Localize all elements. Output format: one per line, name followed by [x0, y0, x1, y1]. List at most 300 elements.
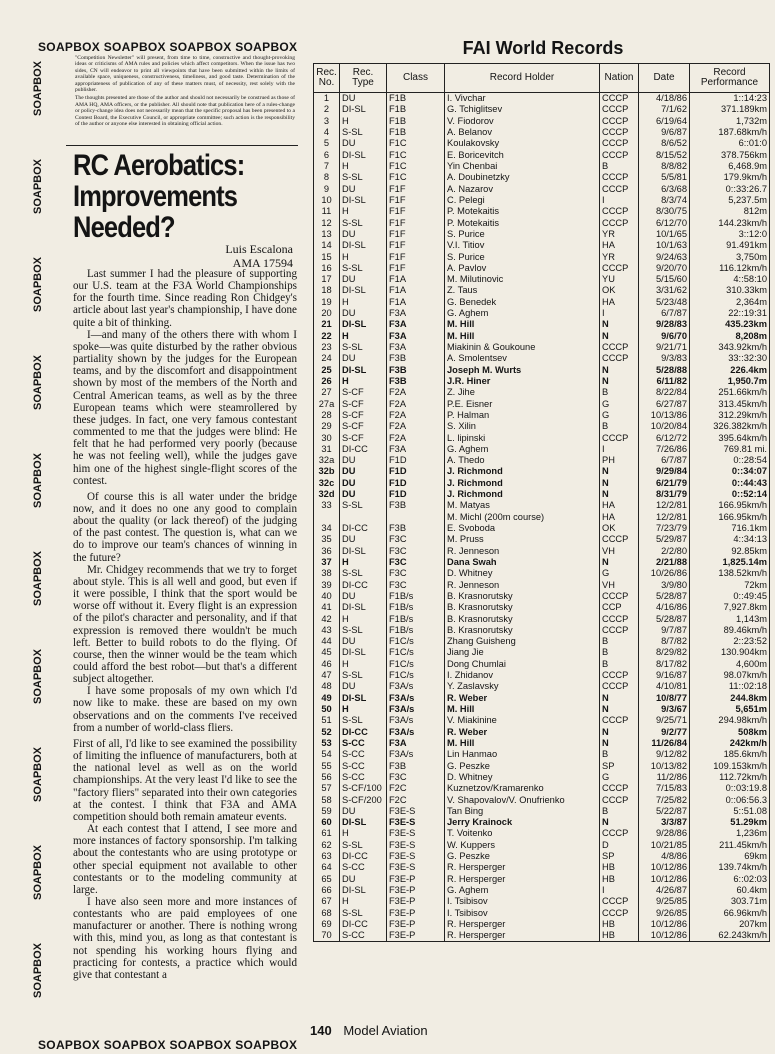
table-row [314, 444, 770, 455]
cell-performance: 112.72km/h [690, 772, 770, 783]
table-row [314, 704, 770, 715]
table-row [314, 862, 770, 873]
cell-class: F1A [387, 297, 445, 308]
cell-rec-no: 24 [314, 353, 340, 364]
cell-nation: CCCP [600, 150, 639, 161]
cell-record-holder: P. Motekaitis [445, 217, 600, 228]
table-row [314, 410, 770, 421]
cell-nation: B [600, 659, 639, 670]
cell-nation: N [600, 727, 639, 738]
cell-record-holder: V. Shapovalov/V. Onufrienko [445, 794, 600, 805]
cell-record-holder: E. Svoboda [445, 523, 600, 534]
cell-rec-type: H [340, 116, 387, 127]
cell-record-holder: Dana Swah [445, 557, 600, 568]
cell-rec-no: 16 [314, 263, 340, 274]
cell-rec-no: 11 [314, 206, 340, 217]
cell-rec-type: DI-CC [340, 444, 387, 455]
cell-record-holder: Joseph M. Wurts [445, 365, 600, 376]
cell-rec-type: S-CF [340, 410, 387, 421]
cell-class: F1F [387, 184, 445, 195]
table-row [314, 602, 770, 613]
cell-date: 9/3/83 [639, 353, 690, 364]
table-row [314, 104, 770, 115]
cell-nation: HB [600, 919, 639, 930]
cell-rec-no: 47 [314, 670, 340, 681]
table-row [314, 206, 770, 217]
cell-class: F3C [387, 772, 445, 783]
cell-rec-type: S-CC [340, 738, 387, 749]
cell-date: 3/9/80 [639, 579, 690, 590]
sidebar-soapbox-word: SOAPBOX [32, 256, 44, 312]
cell-rec-type: DI-CC [340, 579, 387, 590]
cell-nation: N [600, 478, 639, 489]
cell-rec-type: DU [340, 466, 387, 477]
cell-record-holder: R. Hersperger [445, 862, 600, 873]
cell-rec-no: 67 [314, 896, 340, 907]
cell-nation: CCCP [600, 828, 639, 839]
table-row [314, 670, 770, 681]
cell-rec-no: 1 [314, 93, 340, 105]
article-paragraph: Of course this is all water under the bridge now, and it does no one any good to complain about the quality (or lack thereof) of the judging of the past contest. The question is, what can we do to improve our team's chances of winning in the future? [73, 490, 297, 564]
table-row [314, 150, 770, 161]
cell-nation: B [600, 421, 639, 432]
cell-nation: HA [600, 240, 639, 251]
cell-rec-no: 27a [314, 398, 340, 409]
table-row [314, 512, 770, 523]
cell-record-holder: M. Milutinovic [445, 274, 600, 285]
cell-rec-type: DU [340, 274, 387, 285]
page-number: 140 [310, 1023, 332, 1038]
cell-record-holder: M. Michl (200m course) [445, 512, 600, 523]
table-row [314, 432, 770, 443]
cell-record-holder: L. lipinski [445, 432, 600, 443]
cell-record-holder: R. Weber [445, 693, 600, 704]
cell-rec-no: 35 [314, 534, 340, 545]
table-row [314, 828, 770, 839]
cell-performance: 343.92km/h [690, 342, 770, 353]
cell-nation: CCCP [600, 613, 639, 624]
cell-record-holder: A. Pavlov [445, 263, 600, 274]
cell-date: 9/29/84 [639, 466, 690, 477]
cell-record-holder: B. Krasnorutsky [445, 591, 600, 602]
cell-rec-no: 34 [314, 523, 340, 534]
byline [170, 242, 293, 270]
cell-rec-no: 25 [314, 365, 340, 376]
cell-class: F1B [387, 116, 445, 127]
cell-date: 8/3/74 [639, 195, 690, 206]
cell-class: F3A/s [387, 704, 445, 715]
cell-rec-type: DU [340, 478, 387, 489]
cell-date: 6/12/72 [639, 432, 690, 443]
table-row [314, 93, 770, 105]
cell-record-holder: I. Vivchar [445, 93, 600, 105]
cell-date: 8/7/82 [639, 636, 690, 647]
cell-rec-type: DI-SL [340, 365, 387, 376]
cell-rec-no: 21 [314, 319, 340, 330]
cell-date: 5/23/48 [639, 297, 690, 308]
cell-rec-no: 14 [314, 240, 340, 251]
cell-record-holder: R. Hersperger [445, 874, 600, 885]
cell-date: 10/8/77 [639, 693, 690, 704]
cell-performance: 185.6km/h [690, 749, 770, 760]
cell-date: 8/22/84 [639, 387, 690, 398]
table-row [314, 557, 770, 568]
cell-nation: D [600, 840, 639, 851]
cell-rec-no: 52 [314, 727, 340, 738]
table-row [314, 478, 770, 489]
cell-rec-type: H [340, 206, 387, 217]
table-row [314, 727, 770, 738]
cell-date: 4/8/86 [639, 851, 690, 862]
cell-performance: 4::58:10 [690, 274, 770, 285]
cell-nation: SP [600, 851, 639, 862]
cell-date: 10/12/86 [639, 930, 690, 942]
cell-rec-no: 70 [314, 930, 340, 942]
cell-rec-no: 10 [314, 195, 340, 206]
cell-rec-type: H [340, 828, 387, 839]
cell-performance: 1,950.7m [690, 376, 770, 387]
cell-class: F1D [387, 489, 445, 500]
cell-rec-type: S-CF [340, 398, 387, 409]
cell-performance: 0::34:07 [690, 466, 770, 477]
cell-date: 10/1/65 [639, 229, 690, 240]
cell-class: F1B/s [387, 613, 445, 624]
cell-rec-no: 45 [314, 647, 340, 658]
cell-record-holder: G. Peszke [445, 760, 600, 771]
cell-date: 12/2/81 [639, 512, 690, 523]
cell-date: 5/29/87 [639, 534, 690, 545]
cell-date: 7/15/83 [639, 783, 690, 794]
cell-class: F3B [387, 365, 445, 376]
cell-rec-no: 2 [314, 104, 340, 115]
cell-rec-type: DU [340, 806, 387, 817]
cell-class: F1F [387, 263, 445, 274]
cell-rec-type: S-CF [340, 387, 387, 398]
table-row [314, 568, 770, 579]
table-row [314, 217, 770, 228]
cell-nation: CCCP [600, 794, 639, 805]
cell-performance: 130.904km [690, 647, 770, 658]
cell-record-holder: Lin Hanmao [445, 749, 600, 760]
cell-class: F3A [387, 444, 445, 455]
cell-rec-type: S-SL [340, 625, 387, 636]
cell-record-holder: P.E. Eisner [445, 398, 600, 409]
cell-nation: CCP [600, 602, 639, 613]
cell-rec-no: 50 [314, 704, 340, 715]
table-row [314, 851, 770, 862]
cell-class: F1F [387, 251, 445, 262]
author-name: Luis Escalona [225, 242, 293, 256]
cell-rec-type: S-SL [340, 500, 387, 511]
cell-performance: 0::49:45 [690, 591, 770, 602]
cell-nation: CCCP [600, 896, 639, 907]
cell-class [387, 512, 445, 523]
cell-rec-type: DU [340, 353, 387, 364]
cell-date: 8/29/82 [639, 647, 690, 658]
cell-date: 9/7/87 [639, 625, 690, 636]
cell-rec-no: 62 [314, 840, 340, 851]
cell-class: F1B/s [387, 602, 445, 613]
cell-class: F3E-P [387, 896, 445, 907]
cell-date: 5/28/87 [639, 613, 690, 624]
cell-rec-no: 13 [314, 229, 340, 240]
header-record-performance: Record Performance [690, 64, 770, 93]
cell-nation: YU [600, 274, 639, 285]
cell-record-holder: Koulakovsky [445, 138, 600, 149]
cell-nation: G [600, 772, 639, 783]
cell-nation: G [600, 398, 639, 409]
cell-performance: 187.68km/h [690, 127, 770, 138]
cell-record-holder: A. Thedo [445, 455, 600, 466]
cell-nation: B [600, 161, 639, 172]
soapbox-bottom-banner: SOAPBOX SOAPBOX SOAPBOX SOAPBOX [38, 1038, 298, 1052]
cell-class: F3A [387, 738, 445, 749]
cell-record-holder: I. Zhidanov [445, 670, 600, 681]
cell-performance: 294.98km/h [690, 715, 770, 726]
cell-class: F2C [387, 794, 445, 805]
cell-nation: HB [600, 930, 639, 942]
cell-performance: 179.9km/h [690, 172, 770, 183]
cell-rec-no: 33 [314, 500, 340, 511]
cell-performance: 812m [690, 206, 770, 217]
cell-record-holder: Jiang Jie [445, 647, 600, 658]
cell-performance: 166.95km/h [690, 500, 770, 511]
table-row [314, 715, 770, 726]
cell-date: 9/16/87 [639, 670, 690, 681]
cell-date: 2/21/88 [639, 557, 690, 568]
cell-rec-type: S-SL [340, 263, 387, 274]
cell-rec-no: 56 [314, 772, 340, 783]
cell-rec-no: 9 [314, 184, 340, 195]
table-row [314, 579, 770, 590]
cell-record-holder: V. Miakinine [445, 715, 600, 726]
cell-performance: 91.491km [690, 240, 770, 251]
cell-class: F1C/s [387, 647, 445, 658]
cell-rec-no: 43 [314, 625, 340, 636]
cell-performance: 8,208m [690, 331, 770, 342]
cell-nation: OK [600, 523, 639, 534]
cell-record-holder: S. Xilin [445, 421, 600, 432]
cell-class: F3B [387, 376, 445, 387]
cell-rec-type: DI-SL [340, 285, 387, 296]
cell-record-holder: G. Aghem [445, 444, 600, 455]
table-row [314, 840, 770, 851]
cell-date: 5/5/81 [639, 172, 690, 183]
table-row [314, 806, 770, 817]
cell-performance: 51.29km [690, 817, 770, 828]
table-row [314, 319, 770, 330]
cell-nation: B [600, 749, 639, 760]
cell-date: 10/13/86 [639, 410, 690, 421]
cell-date: 8/15/52 [639, 150, 690, 161]
cell-nation: N [600, 376, 639, 387]
cell-performance: 435.23km [690, 319, 770, 330]
table-row [314, 760, 770, 771]
records-table-title: FAI World Records [462, 38, 624, 58]
cell-rec-no: 49 [314, 693, 340, 704]
table-row [314, 331, 770, 342]
cell-class: F3E-P [387, 908, 445, 919]
cell-nation: YR [600, 229, 639, 240]
table-row [314, 172, 770, 183]
cell-rec-no: 20 [314, 308, 340, 319]
cell-date: 8/17/82 [639, 659, 690, 670]
sidebar-soapbox-word: SOAPBOX [32, 60, 44, 116]
cell-performance: 92.85km [690, 546, 770, 557]
cell-nation: CCCP [600, 353, 639, 364]
article-paragraph: I—and many of the others there with whom I spoke—was quite disturbed by the rather obvious partiality shown by the judges for the European teams, and by the discomfort and disappointment shown by most of the members of the North and Central American teams, as well as by the three European teams which were steamrollered by these judges. In fact, one very famous contestant commented to me that the judges were blind: He felt that he had performed very poorly (because he was not feeling well), while the judges gave him one of the highest single-flight scores of the contest. [73, 328, 297, 487]
cell-rec-no: 18 [314, 285, 340, 296]
cell-rec-no: 38 [314, 568, 340, 579]
table-row [314, 376, 770, 387]
cell-class: F3E-P [387, 874, 445, 885]
cell-nation: CCCP [600, 184, 639, 195]
cell-class: F1B [387, 127, 445, 138]
table-row [314, 546, 770, 557]
table-row [314, 659, 770, 670]
cell-rec-type [340, 512, 387, 523]
cell-date: 9/6/87 [639, 127, 690, 138]
cell-date: 5/15/60 [639, 274, 690, 285]
cell-rec-no: 55 [314, 760, 340, 771]
cell-rec-no: 60 [314, 817, 340, 828]
cell-record-holder: S. Purice [445, 251, 600, 262]
soapbox-sidebar [28, 60, 48, 1040]
cell-date: 9/25/85 [639, 896, 690, 907]
cell-rec-no: 63 [314, 851, 340, 862]
cell-rec-type: DU [340, 489, 387, 500]
cell-rec-no: 61 [314, 828, 340, 839]
cell-rec-type: DI-SL [340, 104, 387, 115]
cell-class: F2C [387, 783, 445, 794]
cell-nation: HB [600, 874, 639, 885]
sidebar-soapbox-word: SOAPBOX [32, 158, 44, 214]
cell-performance: 109.153km/h [690, 760, 770, 771]
cell-rec-type: DU [340, 138, 387, 149]
cell-record-holder: B. Krasnorutsky [445, 625, 600, 636]
cell-date: 7/1/62 [639, 104, 690, 115]
cell-rec-type: DU [340, 229, 387, 240]
cell-performance: 1,236m [690, 828, 770, 839]
table-row [314, 783, 770, 794]
cell-rec-no: 44 [314, 636, 340, 647]
cell-nation: CCCP [600, 908, 639, 919]
cell-class: F3E-P [387, 919, 445, 930]
cell-performance: 6,468.9m [690, 161, 770, 172]
cell-nation: N [600, 466, 639, 477]
cell-date: 6/7/87 [639, 455, 690, 466]
sidebar-soapbox-word: SOAPBOX [32, 844, 44, 900]
cell-nation: N [600, 331, 639, 342]
table-row [314, 534, 770, 545]
cell-rec-no: 39 [314, 579, 340, 590]
cell-record-holder: A. Smolentsev [445, 353, 600, 364]
cell-record-holder: M. Pruss [445, 534, 600, 545]
cell-performance: 0::33:26.7 [690, 184, 770, 195]
cell-class: F1D [387, 455, 445, 466]
cell-nation: CCCP [600, 670, 639, 681]
cell-rec-type: DU [340, 636, 387, 647]
editorial-disclaimer [75, 55, 295, 129]
cell-rec-type: H [340, 376, 387, 387]
table-row [314, 297, 770, 308]
cell-record-holder: B. Krasnorutsky [445, 602, 600, 613]
cell-performance: 769.81 mi. [690, 444, 770, 455]
cell-nation: N [600, 489, 639, 500]
table-row [314, 613, 770, 624]
cell-performance: 716.1km [690, 523, 770, 534]
cell-record-holder: J. Richmond [445, 489, 600, 500]
cell-date: 9/20/70 [639, 263, 690, 274]
cell-nation: N [600, 738, 639, 749]
cell-performance: 69km [690, 851, 770, 862]
cell-rec-no: 27 [314, 387, 340, 398]
table-row [314, 251, 770, 262]
table-row [314, 116, 770, 127]
cell-rec-type: H [340, 251, 387, 262]
cell-record-holder: M. Matyas [445, 500, 600, 511]
cell-date: 6/21/79 [639, 478, 690, 489]
cell-performance: 242km/h [690, 738, 770, 749]
cell-record-holder: P. Halman [445, 410, 600, 421]
table-row [314, 274, 770, 285]
cell-performance: 312.29km/h [690, 410, 770, 421]
cell-nation: N [600, 693, 639, 704]
cell-nation: PH [600, 455, 639, 466]
cell-class: F2A [387, 410, 445, 421]
cell-rec-type: DI-CC [340, 727, 387, 738]
cell-date: 10/1/63 [639, 240, 690, 251]
cell-class: F1C [387, 138, 445, 149]
cell-class: F1F [387, 217, 445, 228]
cell-rec-type: DU [340, 93, 387, 105]
cell-date: 5/28/88 [639, 365, 690, 376]
cell-rec-type: S-CC [340, 772, 387, 783]
cell-class: F3B [387, 500, 445, 511]
cell-record-holder: Z. Jihe [445, 387, 600, 398]
cell-record-holder: R. Hersperger [445, 919, 600, 930]
cell-rec-type: S-CF [340, 421, 387, 432]
cell-performance: 89.46km/h [690, 625, 770, 636]
cell-rec-no: 37 [314, 557, 340, 568]
table-row [314, 365, 770, 376]
cell-performance: 7,927.8km [690, 602, 770, 613]
header-date: Date [639, 64, 690, 93]
cell-record-holder: A. Nazarov [445, 184, 600, 195]
table-row [314, 127, 770, 138]
cell-record-holder: I. Tsibisov [445, 908, 600, 919]
cell-nation: G [600, 568, 639, 579]
article-paragraph: At each contest that I attend, I see more and more instances of factory sponsorship. I'm talking about the contestants who are using prototype or other special equipment not available to other contestants or to the modeling community at large. [73, 823, 297, 896]
cell-date: 6/12/70 [639, 217, 690, 228]
cell-performance: 211.45km/h [690, 840, 770, 851]
cell-record-holder: R. Jenneson [445, 579, 600, 590]
cell-class: F1F [387, 240, 445, 251]
cell-date: 11/2/86 [639, 772, 690, 783]
cell-record-holder: W. Kuppers [445, 840, 600, 851]
cell-class: F2A [387, 432, 445, 443]
cell-rec-type: DI-SL [340, 647, 387, 658]
article-paragraph: I have some proposals of my own which I'd now like to make. these are based on my own observations and on the comments I've received from a number of world-class fliers. [73, 685, 297, 734]
cell-class: F3A/s [387, 727, 445, 738]
soapbox-top-banner: SOAPBOX SOAPBOX SOAPBOX SOAPBOX [38, 40, 298, 54]
table-row [314, 353, 770, 364]
author-ama-number: AMA 17594 [232, 256, 293, 270]
cell-nation: G [600, 410, 639, 421]
cell-rec-type: S-CF [340, 432, 387, 443]
cell-date: 10/13/82 [639, 760, 690, 771]
cell-performance: 62.243km/h [690, 930, 770, 942]
